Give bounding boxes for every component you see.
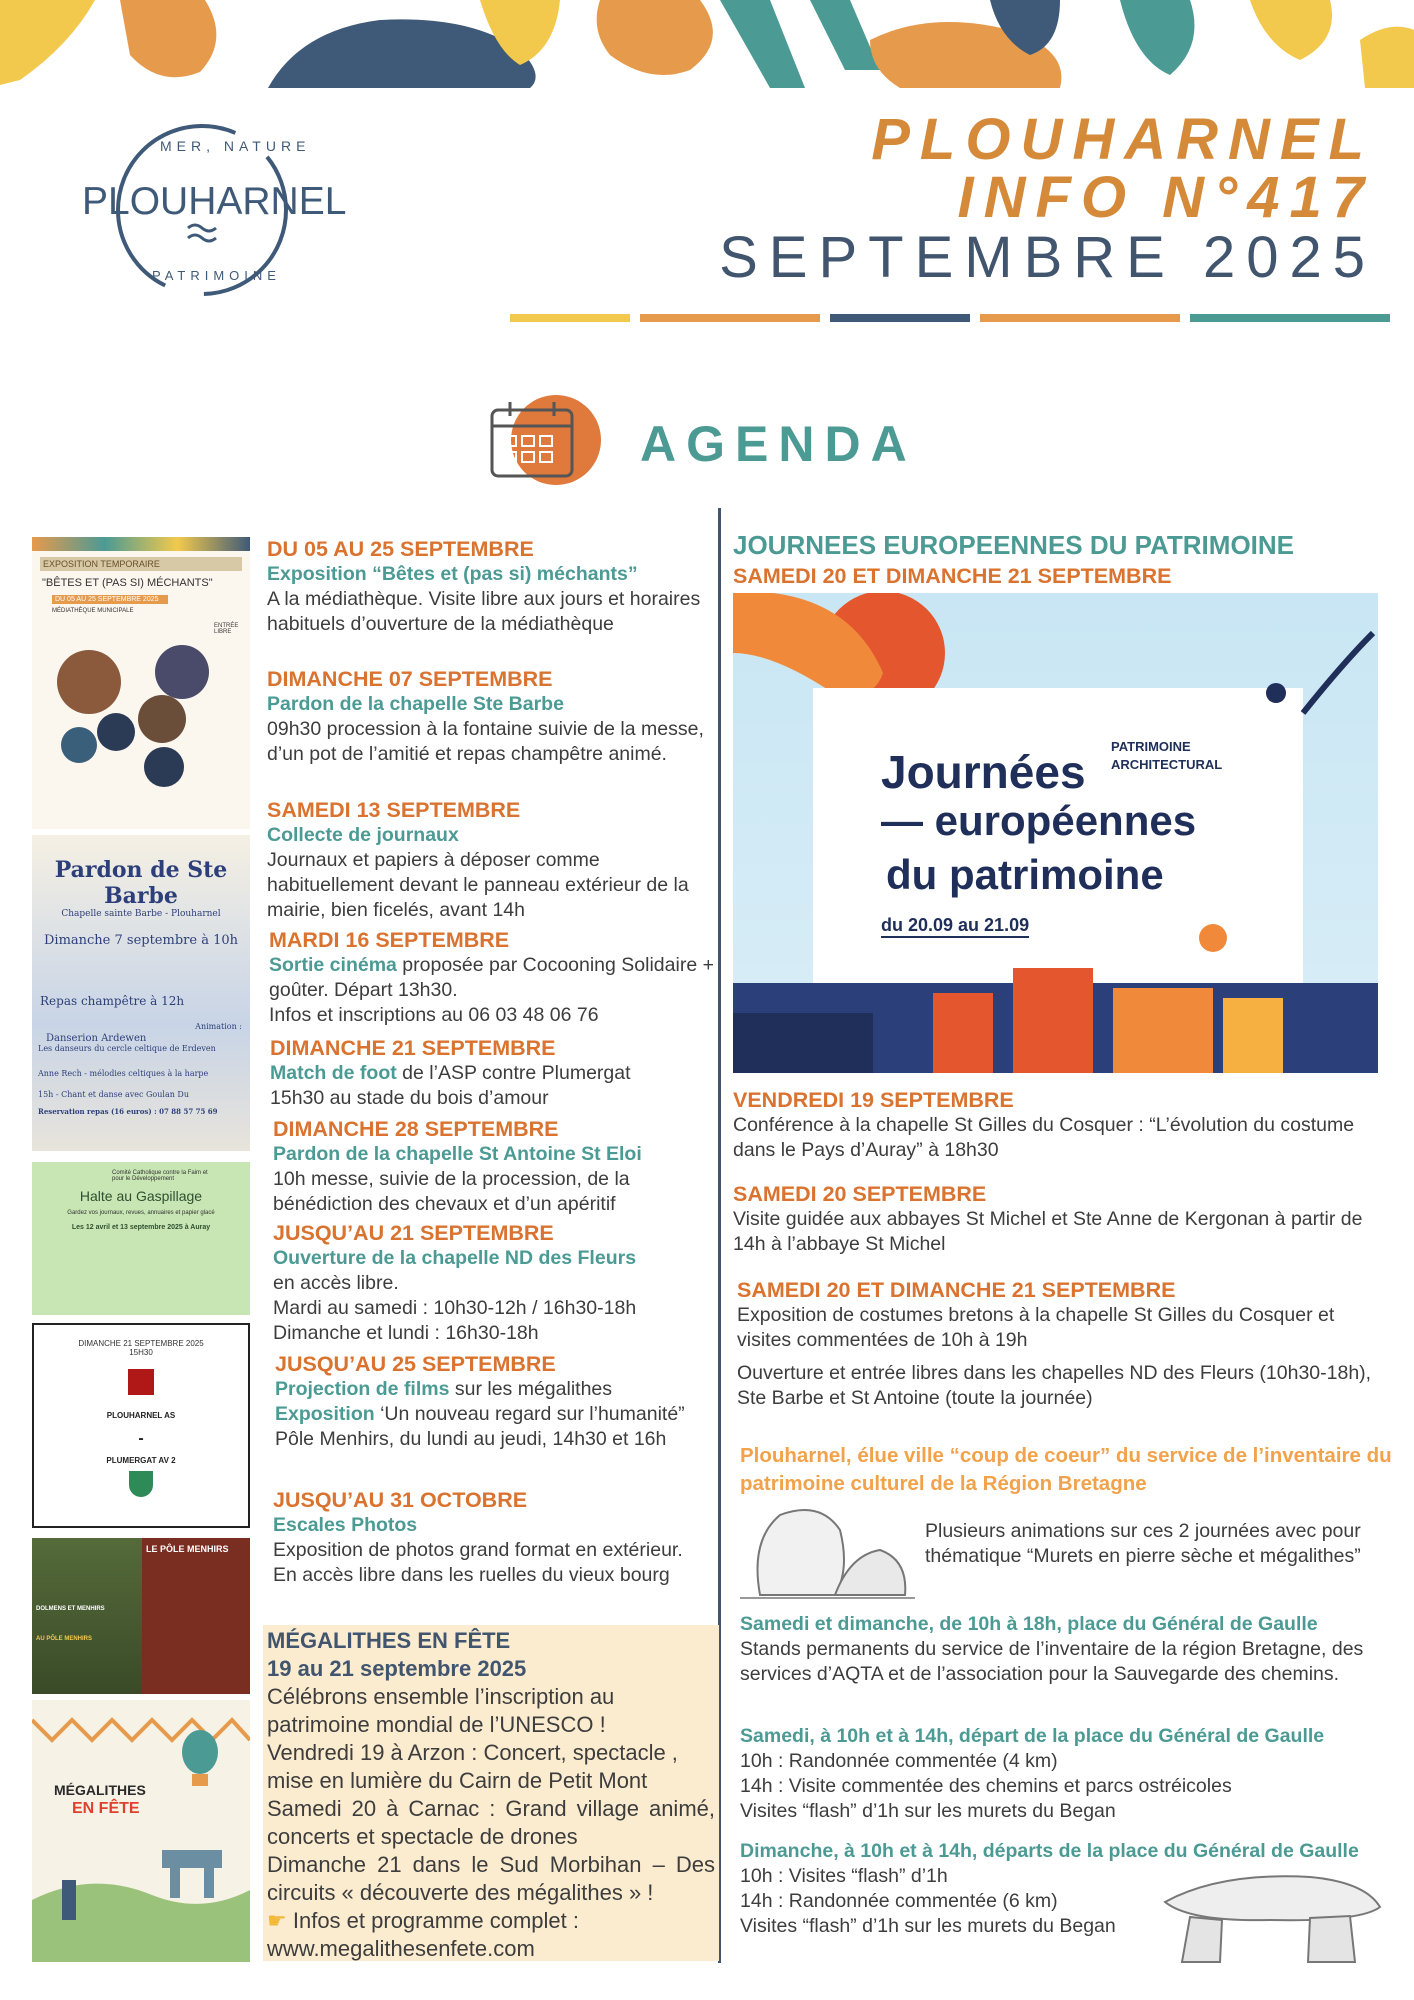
poster-dates: du 20.09 au 21.09 <box>881 915 1029 938</box>
event-heading: DIMANCHE 21 SEPTEMBRE <box>270 1036 556 1060</box>
expo-dates: DU 05 AU 25 SEPTEMBRE 2025 <box>52 595 168 604</box>
event-subtitle2-after: ‘Un nouveau regard sur l’humanité” <box>374 1403 685 1425</box>
event-text: Pôle Menhirs, du lundi au jeudi, 14h30 et 16h <box>275 1428 667 1450</box>
event-text: Stands permanents du service de l’inventaire de la région Bretagne, des services d’AQTA et de l’association pour la Sauvegarde des chemins. <box>740 1638 1364 1685</box>
dolmen-illustration <box>1160 1862 1385 1967</box>
jep-intro: Plusieurs animations sur ces 2 journées avec pour thématique “Murets en pierre sèche et mégalithes” <box>925 1520 1361 1567</box>
jep-highlight: Plouharnel, élue ville “coup de coeur” du service de l’inventaire du patrimoine culturel de la Région Bretagne <box>740 1444 1392 1495</box>
event-subtitle: Pardon de la chapelle St Antoine St Eloi <box>273 1143 642 1165</box>
expo-title: "BÊTES ET (PAS SI) MÉCHANTS" <box>42 577 213 589</box>
meg-title: MÉGALITHES EN FÊTE <box>267 1628 511 1653</box>
expo-tag: EXPOSITION TEMPORAIRE <box>40 557 242 571</box>
foot-team2: PLUMERGAT AV 2 <box>106 1456 176 1465</box>
event-foot <box>270 1035 720 1111</box>
pardon-l2: Les danseurs du cercle celtique de Erdeven <box>38 1044 216 1053</box>
thumb-foot <box>32 1323 250 1528</box>
pardon-date: Dimanche 7 septembre à 10h <box>43 933 238 948</box>
foot-club-logo-2 <box>129 1471 153 1497</box>
jep-event-4 <box>740 1612 1396 1687</box>
pardon-animation: Animation : <box>195 1022 242 1031</box>
event-subtitle: Projection de films <box>275 1378 450 1400</box>
event-text2: Ouverture et entrée libres dans les chapelles ND des Fleurs (10h30-18h), Ste Barbe et St Antoine (toute la journée) <box>737 1362 1372 1409</box>
thumb-megalithes <box>32 1700 250 1962</box>
event-text: 10h messe, suivie de la procession, de la bénédiction des chevaux et d’un apéritif <box>273 1168 630 1215</box>
thumb-menhirs <box>32 1538 250 1694</box>
stone-illustration <box>740 1500 915 1605</box>
expo-place: MÉDIATHÈQUE MUNICIPALE <box>52 608 134 614</box>
event-escales <box>273 1487 723 1588</box>
foot-date: DIMANCHE 21 SEPTEMBRE 2025 <box>78 1339 204 1348</box>
title-line3: SEPTEMBRE 2025 <box>719 225 1376 290</box>
event-subtitle-after: proposée par Cocooning Solidaire + goûter. Départ 13h30. <box>269 954 714 1001</box>
jep-dates: SAMEDI 20 ET DIMANCHE 21 SEPTEMBRE <box>733 564 1172 588</box>
event-text: Journaux et papiers à déposer comme habituellement devant le panneau extérieur de la mairie, bien ficelés, avant 14h <box>267 849 689 921</box>
event-text: 15h30 au stade du bois d’amour <box>270 1087 549 1109</box>
event-text: Infos et inscriptions au 06 03 48 06 76 <box>269 1004 599 1026</box>
logo-top-arc: MER, NATURE <box>160 138 311 154</box>
pardon-l1: Danserion Ardewen <box>46 1033 147 1044</box>
event-heading: SAMEDI 20 SEPTEMBRE <box>733 1182 987 1206</box>
jep-event-3 <box>737 1277 1393 1411</box>
event-subtitle-after: sur les mégalithes <box>449 1378 613 1400</box>
jep-title: JOURNEES EUROPEENNES DU PATRIMOINE <box>733 530 1295 560</box>
gaspillage-dates: Les 12 avril et 13 septembre 2025 à Auray <box>71 1224 211 1231</box>
event-subtitle: Collecte de journaux <box>267 824 459 846</box>
title-line2: INFO N°417 <box>957 165 1374 230</box>
megalithes-box <box>263 1625 719 1961</box>
jep-event-5 <box>740 1724 1396 1824</box>
logo-bottom-arc: PATRIMOINE <box>152 268 281 283</box>
meg-dates: 19 au 21 septembre 2025 <box>267 1656 527 1681</box>
event-text: 09h30 procession à la fontaine suivie de la messe, d’un pot de l’amitié et repas champêtre animé. <box>267 718 704 765</box>
event-pardon-ste-barbe <box>267 666 717 767</box>
event-line2: 14h : Randonnée commentée (6 km) <box>740 1890 1058 1912</box>
event-line2: Mardi au samedi : 10h30-12h / 16h30-18h <box>273 1297 637 1319</box>
event-chapelle-nd <box>273 1220 723 1346</box>
event-heading: JUSQU’AU 21 SEPTEMBRE <box>273 1221 554 1245</box>
poster-badge2: ARCHITECTURAL <box>1111 757 1223 772</box>
pardon-l3: Anne Rech - mélodies celtiques à la harpe <box>38 1069 209 1078</box>
calendar-icon <box>486 392 601 487</box>
event-text: Visite guidée aux abbayes St Michel et Ste Anne de Kergonan à partir de 14h à l’abbaye St Michel <box>733 1208 1363 1255</box>
event-line3: Dimanche et lundi : 16h30-18h <box>273 1322 539 1344</box>
event-heading: JUSQU’AU 31 OCTOBRE <box>273 1488 528 1512</box>
expo-illustration <box>44 637 224 787</box>
menhirs-title: LE PÔLE MENHIRS <box>146 1544 229 1554</box>
meg-p4: Dimanche 21 dans le Sud Morbihan – Des circuits « découverte des mégalithes » ! <box>267 1852 715 1905</box>
menhirs-left1: DOLMENS ET MENHIRS <box>36 1606 105 1612</box>
pardon-repas: Repas champêtre à 12h <box>40 994 185 1008</box>
jep-event-1 <box>733 1087 1389 1163</box>
event-text: A la médiathèque. Visite libre aux jours et horaires habituels d’ouverture de la médiathèque <box>267 588 701 635</box>
event-heading: JUSQU’AU 25 SEPTEMBRE <box>275 1352 556 1376</box>
event-line3: Visites “flash” d’1h sur les murets du Began <box>740 1800 1116 1822</box>
expo-entry: ENTRÉE LIBRE <box>214 623 239 635</box>
event-heading: VENDREDI 19 SEPTEMBRE <box>733 1088 1014 1112</box>
pardon-title: Pardon de Ste Barbe <box>54 857 228 909</box>
pointing-hand-icon: ☛ <box>267 1908 287 1933</box>
plouharnel-logo <box>80 110 347 310</box>
meg-p3: Samedi 20 à Carnac : Grand village animé, concerts et spectacle de drones <box>267 1796 715 1849</box>
agenda-title: AGENDA <box>640 416 917 472</box>
meg-p5: Infos et programme complet : <box>292 1908 579 1933</box>
event-subtitle: Ouverture de la chapelle ND des Fleurs <box>273 1247 637 1269</box>
thumb-gaspillage <box>32 1162 250 1315</box>
event-heading: MARDI 16 SEPTEMBRE <box>269 928 510 952</box>
meg-thumb-line1: MÉGALITHES <box>54 1782 146 1798</box>
event-heading: Samedi et dimanche, de 10h à 18h, place du Général de Gaulle <box>740 1613 1318 1635</box>
jep-poster <box>733 593 1378 1073</box>
event-heading: DU 05 AU 25 SEPTEMBRE <box>267 537 534 561</box>
event-collecte <box>267 797 717 923</box>
event-subtitle2: Exposition <box>275 1403 375 1425</box>
event-line1: 10h : Visites “flash” d’1h <box>740 1865 948 1887</box>
thumb-pardon <box>32 835 250 1151</box>
event-films <box>275 1351 725 1452</box>
pardon-sub: Chapelle sainte Barbe - Plouharnel <box>61 909 221 919</box>
event-line3: Visites “flash” d’1h sur les murets du Began <box>740 1915 1116 1937</box>
event-heading: Samedi, à 10h et à 14h, départ de la place du Général de Gaulle <box>740 1725 1325 1747</box>
event-pardon-st-antoine <box>273 1116 723 1217</box>
event-subtitle: Match de foot <box>270 1062 397 1084</box>
foot-vs: - <box>138 1430 144 1447</box>
meg-url[interactable]: www.megalithesenfete.com <box>267 1936 535 1961</box>
event-text: Exposition de costumes bretons à la chapelle St Gilles du Cosquer et visites commentées de 10h à 19h <box>737 1304 1335 1351</box>
poster-l2: — européennes <box>881 797 1197 844</box>
foot-time: 15H30 <box>129 1348 153 1357</box>
menhirs-left2: AU PÔLE MENHIRS <box>36 1636 93 1642</box>
poster-badge1: PATRIMOINE <box>1111 739 1191 754</box>
event-text: Conférence à la chapelle St Gilles du Cosquer : “L’évolution du costume dans le Pays d’Auray” à 18h30 <box>733 1114 1355 1161</box>
foot-team1: PLOUHARNEL AS <box>106 1411 176 1420</box>
gaspillage-org: Comité Catholique contre la Faim et pour le Développement <box>112 1170 208 1182</box>
header-decoration <box>0 0 1414 90</box>
gaspillage-title: Halte au Gaspillage <box>79 1188 203 1204</box>
thumb-expo <box>32 537 250 829</box>
meg-thumb-line2: EN FÊTE <box>72 1800 140 1817</box>
meg-p1: Célébrons ensemble l’inscription au patrimoine mondial de l’UNESCO ! <box>267 1684 615 1737</box>
jep-event-2 <box>733 1181 1389 1257</box>
event-heading: DIMANCHE 07 SEPTEMBRE <box>267 667 553 691</box>
event-subtitle-after: de l’ASP contre Plumergat <box>396 1062 631 1084</box>
header-stripes <box>510 312 1390 324</box>
event-line2: En accès libre dans les ruelles du vieux bourg <box>273 1564 670 1586</box>
title-line1: PLOUHARNEL <box>871 107 1374 172</box>
pardon-l5: Reservation repas (16 euros) : 07 88 57 75 69 <box>38 1107 218 1116</box>
event-heading: SAMEDI 13 SEPTEMBRE <box>267 798 521 822</box>
event-subtitle: Sortie cinéma <box>269 954 397 976</box>
gaspillage-text: Gardez vos journaux, revues, annuaires et papier glacé <box>67 1210 215 1216</box>
pardon-l4: 15h - Chant et danse avec Goulan Du <box>38 1090 189 1099</box>
foot-club-logo <box>128 1369 154 1395</box>
event-line2: 14h : Visite commentée des chemins et parcs ostréicoles <box>740 1775 1232 1797</box>
event-text: en accès libre. <box>273 1272 399 1294</box>
event-subtitle: Exposition “Bêtes et (pas si) méchants” <box>267 563 638 585</box>
event-subtitle: Pardon de la chapelle Ste Barbe <box>267 693 564 715</box>
event-heading: Dimanche, à 10h et à 14h, départs de la place du Général de Gaulle <box>740 1840 1359 1862</box>
logo-name: PLOUHARNEL <box>82 180 347 223</box>
event-expo <box>267 536 717 637</box>
event-heading: SAMEDI 20 ET DIMANCHE 21 SEPTEMBRE <box>737 1278 1176 1302</box>
event-subtitle: Escales Photos <box>273 1514 418 1536</box>
event-line1: 10h : Randonnée commentée (4 km) <box>740 1750 1058 1772</box>
event-heading: DIMANCHE 28 SEPTEMBRE <box>273 1117 559 1141</box>
poster-l1: Journées <box>881 746 1086 798</box>
event-text: Exposition de photos grand format en extérieur. <box>273 1539 683 1561</box>
poster-l3: du patrimoine <box>886 851 1164 898</box>
meg-p2: Vendredi 19 à Arzon : Concert, spectacle , mise en lumière du Cairn de Petit Mont <box>267 1740 678 1793</box>
event-cinema <box>269 927 719 1028</box>
